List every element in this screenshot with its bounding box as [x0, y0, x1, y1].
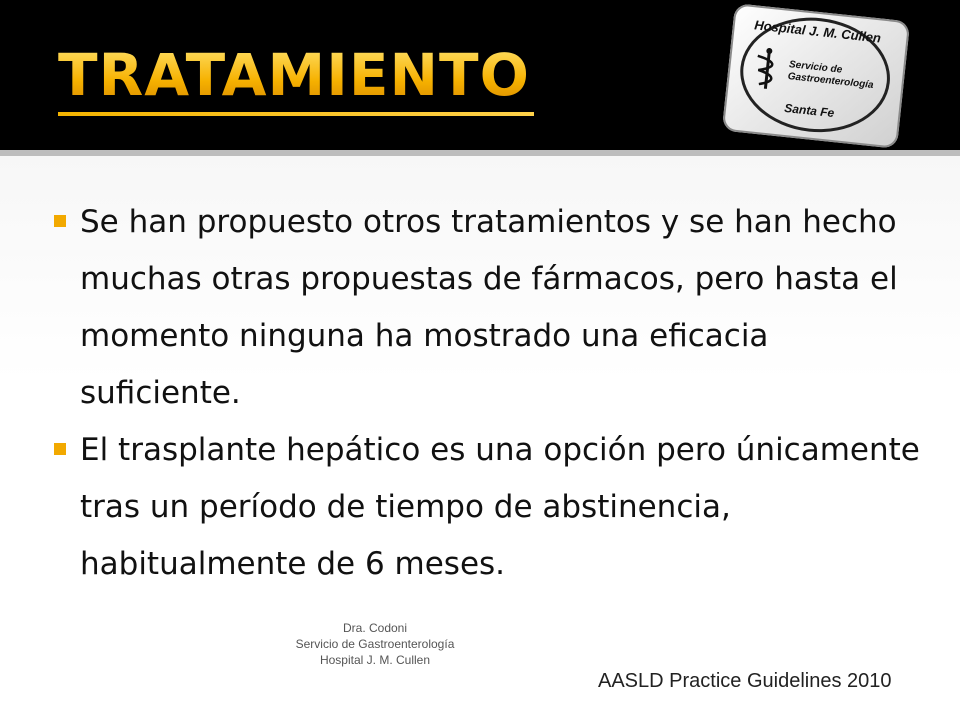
reference-citation: AASLD Practice Guidelines 2010	[598, 670, 892, 692]
bullet-item	[48, 194, 928, 422]
credit-service: Servicio de Gastroenterología	[295, 637, 455, 651]
title-underline	[58, 112, 534, 116]
slide-title: TRATAMIENTO	[58, 41, 530, 109]
logo-service-line2: Gastroenterología	[787, 71, 875, 92]
caduceus-icon	[748, 45, 786, 92]
author-credit	[270, 620, 480, 668]
bullet-list	[48, 194, 928, 593]
logo-service-line1: Servicio de	[788, 59, 843, 76]
logo-hospital-name: Hospital J. M. Cullen	[753, 17, 882, 46]
square-bullet-icon	[54, 215, 66, 227]
logo-city: Santa Fe	[783, 100, 835, 121]
credit-hospital: Hospital J. M. Cullen	[319, 653, 431, 667]
bullet-text: Se han propuesto otros tratamientos y se han hecho muchas otras propuestas de fármacos, pero hasta el momento ninguna ha mostrado una eficacia suficiente.	[80, 204, 898, 411]
slide-header	[0, 0, 960, 150]
hospital-logo	[722, 3, 910, 149]
credit-author: Dra. Codoni	[342, 621, 408, 635]
bullet-item	[48, 422, 928, 593]
square-bullet-icon	[54, 443, 66, 455]
bullet-text: El trasplante hepático es una opción pero únicamente tras un período de tiempo de abstinencia, habitualmente de 6 meses.	[80, 432, 920, 582]
